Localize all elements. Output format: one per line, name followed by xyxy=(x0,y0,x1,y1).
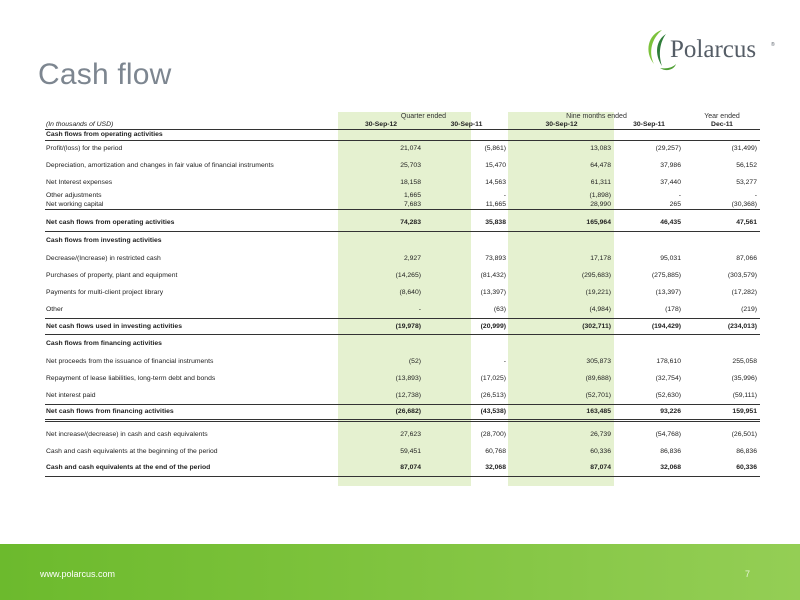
cell-value xyxy=(424,334,509,353)
table-row xyxy=(45,231,760,250)
cell-value: 13,083 xyxy=(590,145,611,153)
cell-value: (303,579) xyxy=(727,272,757,279)
cell-value: 11,665 xyxy=(424,200,509,209)
cell-value: (219) xyxy=(684,301,760,318)
cell-value: 27,623 xyxy=(400,431,421,438)
row-label: Net cash flows from financing activities xyxy=(45,404,338,420)
cell-value: 32,068 xyxy=(424,460,509,476)
logo-trademark: ® xyxy=(771,42,775,48)
group-year-ended: Year ended xyxy=(704,112,740,120)
table-row xyxy=(45,140,760,157)
cell-value: (28,700) xyxy=(480,431,506,438)
cell-value: 47,561 xyxy=(684,215,760,231)
cell-value: (63) xyxy=(424,301,509,318)
cell-value: 163,485 xyxy=(509,404,614,420)
cell-value: (52,630) xyxy=(614,387,684,404)
cell-value: (20,999) xyxy=(424,318,509,334)
cell-value: 265 xyxy=(614,200,684,209)
cell-value: (194,429) xyxy=(614,318,684,334)
cell-value: (12,738) xyxy=(338,387,424,404)
cell-value xyxy=(684,334,760,353)
cell-value: 26,739 xyxy=(590,431,611,438)
table-row xyxy=(45,157,760,174)
row-label: Purchases of property, plant and equipment xyxy=(46,272,178,279)
cell-value: (19,978) xyxy=(338,318,424,334)
cell-value: 1,665 xyxy=(403,192,421,199)
row-label: Depreciation, amortization and changes in fair value of financial instruments xyxy=(46,162,274,169)
row-label: Net proceeds from the issuance of financial instruments xyxy=(46,358,214,365)
cell-value: 32,068 xyxy=(614,460,684,476)
cell-value xyxy=(684,231,760,250)
group-quarter-ended: Quarter ended xyxy=(400,112,447,120)
cell-value xyxy=(509,129,614,140)
table-row xyxy=(45,404,760,420)
cell-value: (17,282) xyxy=(731,289,757,296)
cell-value: 87,074 xyxy=(509,460,614,476)
cell-value: (295,683) xyxy=(581,272,611,279)
units-label: (In thousands of USD) xyxy=(45,120,338,129)
cell-value: 37,440 xyxy=(660,179,681,186)
row-label: Cash flows from investing activities xyxy=(46,237,162,245)
cell-value: (14,265) xyxy=(395,272,421,279)
cell-value: 255,058 xyxy=(732,358,757,365)
cell-value: 18,158 xyxy=(400,179,421,186)
cell-value: 95,031 xyxy=(660,255,681,262)
cell-value: (52,701) xyxy=(509,387,614,404)
column-header: 30-Sep-11 xyxy=(424,120,509,129)
table-row xyxy=(45,215,760,231)
cell-value: 7,683 xyxy=(338,200,424,209)
cell-value: - xyxy=(338,301,424,318)
cell-value: 14,563 xyxy=(485,179,506,186)
table-row xyxy=(45,301,760,318)
cell-value: 64,478 xyxy=(590,162,611,169)
cash-flow-table xyxy=(45,112,760,477)
table-row xyxy=(45,443,760,460)
cell-value: 87,066 xyxy=(736,255,757,262)
cell-value: (5,861) xyxy=(484,145,506,153)
cell-value: 159,951 xyxy=(684,404,760,420)
cell-value: (4,984) xyxy=(509,301,614,318)
cell-value: (31,499) xyxy=(731,145,757,153)
cell-value: 73,893 xyxy=(485,255,506,262)
row-label: Cash and cash equivalents at the beginning of the period xyxy=(46,448,218,455)
cell-value: 93,226 xyxy=(614,404,684,420)
column-header: 30-Sep-12 xyxy=(509,120,614,129)
cell-value: 305,873 xyxy=(586,358,611,365)
cell-value: (234,013) xyxy=(684,318,760,334)
cell-value xyxy=(614,129,684,140)
cell-value xyxy=(338,334,424,353)
column-header-row xyxy=(45,120,760,129)
cell-value: 53,277 xyxy=(736,179,757,186)
cell-value: - xyxy=(503,192,506,199)
table-row xyxy=(45,284,760,301)
cell-value: 35,838 xyxy=(424,215,509,231)
cell-value xyxy=(338,231,424,250)
column-group-header xyxy=(45,112,760,120)
table-row xyxy=(45,250,760,267)
cell-value: 25,703 xyxy=(400,162,421,169)
cell-value: 74,283 xyxy=(338,215,424,231)
cell-value xyxy=(684,129,760,140)
row-label: Decrease/(Increase) in restricted cash xyxy=(46,255,161,262)
cell-value: (302,711) xyxy=(509,318,614,334)
cash-flow-statement xyxy=(45,112,760,477)
cell-value: - xyxy=(503,358,506,365)
cell-value: (8,640) xyxy=(399,289,421,296)
cell-value: (43,538) xyxy=(424,404,509,420)
table-row xyxy=(45,370,760,387)
column-header: 30-Sep-11 xyxy=(614,120,684,129)
table-row xyxy=(45,191,760,200)
cell-value: (26,682) xyxy=(338,404,424,420)
cell-value: (52) xyxy=(408,358,421,365)
cell-value: 17,178 xyxy=(590,255,611,262)
cell-value: (13,893) xyxy=(395,375,421,382)
cell-value: 60,336 xyxy=(684,460,760,476)
cell-value xyxy=(509,334,614,353)
polarcus-logo xyxy=(640,24,780,74)
table-row xyxy=(45,174,760,191)
row-label: Repayment of lease liabilities, long-term debt and bonds xyxy=(46,375,216,382)
cell-value: (19,221) xyxy=(585,289,611,296)
cell-value: (54,768) xyxy=(655,431,681,438)
cell-value: 46,435 xyxy=(614,215,684,231)
cell-value: 2,927 xyxy=(403,255,421,262)
cell-value: (17,025) xyxy=(480,375,506,382)
cell-value: (26,501) xyxy=(731,431,757,438)
table-row xyxy=(45,318,760,334)
row-label: Cash and cash equivalents at the end of the period xyxy=(45,460,338,476)
cell-value: (59,111) xyxy=(684,387,760,404)
cell-value xyxy=(338,129,424,140)
cell-value: 87,074 xyxy=(338,460,424,476)
row-label: Net working capital xyxy=(45,200,338,209)
table-row xyxy=(45,267,760,284)
cell-value xyxy=(614,334,684,353)
cell-value: (178) xyxy=(614,301,684,318)
row-label: Net cash flows used in investing activities xyxy=(45,318,338,334)
cell-value: 60,768 xyxy=(485,448,506,455)
cell-value: (30,368) xyxy=(684,200,760,209)
row-label: Payments for multi-client project library xyxy=(46,289,164,296)
cell-value xyxy=(614,231,684,250)
cell-value: (32,754) xyxy=(655,375,681,382)
row-label: Cash flows from operating activities xyxy=(45,129,338,140)
row-label: Profit/(loss) for the period xyxy=(46,145,123,153)
cell-value: 21,074 xyxy=(400,145,421,153)
cell-value: 178,610 xyxy=(656,358,681,365)
cell-value: 86,836 xyxy=(660,448,681,455)
row-label: Other xyxy=(45,301,338,318)
table-row xyxy=(45,129,760,140)
row-label: Net interest paid xyxy=(45,387,338,404)
cell-value xyxy=(424,129,509,140)
table-row xyxy=(45,426,760,443)
cell-value: 165,964 xyxy=(509,215,614,231)
cell-value: (29,257) xyxy=(655,145,681,153)
cell-value: 28,990 xyxy=(509,200,614,209)
cell-value: (13,397) xyxy=(655,289,681,296)
cell-value: 61,311 xyxy=(590,179,611,186)
row-label: Cash flows from financing activities xyxy=(46,340,162,348)
cell-value: 86,836 xyxy=(736,448,757,455)
cell-value: (275,885) xyxy=(651,272,681,279)
cell-value: 60,336 xyxy=(590,448,611,455)
row-label: Other adjustments xyxy=(46,192,102,199)
cell-value: (89,688) xyxy=(585,375,611,382)
page-number: 7 xyxy=(745,569,751,579)
slide-title: Cash flow xyxy=(38,58,172,91)
row-label: Net Interest expenses xyxy=(46,179,113,186)
table-row xyxy=(45,460,760,476)
cell-value: (81,432) xyxy=(480,272,506,279)
table-row xyxy=(45,334,760,353)
column-header: 30-Sep-12 xyxy=(338,120,424,129)
cell-value: 59,451 xyxy=(400,448,421,455)
cell-value xyxy=(509,231,614,250)
logo-wordmark: Polarcus xyxy=(670,36,757,63)
group-nine-months-ended: Nine months ended xyxy=(566,112,627,120)
column-header: Dec-11 xyxy=(684,120,760,129)
row-label: Net increase/(decrease) in cash and cash equivalents xyxy=(46,431,208,438)
cell-value: (35,996) xyxy=(731,375,757,382)
cell-value: 37,986 xyxy=(660,162,681,169)
cell-value: (26,513) xyxy=(424,387,509,404)
cell-value: (1,898) xyxy=(589,192,611,199)
footer-website-link[interactable]: www.polarcus.com xyxy=(40,569,116,579)
cell-value: - xyxy=(678,192,681,199)
cell-value: 56,152 xyxy=(736,162,757,169)
cell-value: - xyxy=(754,192,757,199)
cell-value: (13,397) xyxy=(480,289,506,296)
table-row xyxy=(45,200,760,209)
footer-bar xyxy=(0,544,800,600)
cell-value: 15,470 xyxy=(485,162,506,169)
cell-value xyxy=(424,231,509,250)
table-row xyxy=(45,353,760,370)
row-label: Net cash flows from operating activities xyxy=(45,215,338,231)
table-row xyxy=(45,387,760,404)
